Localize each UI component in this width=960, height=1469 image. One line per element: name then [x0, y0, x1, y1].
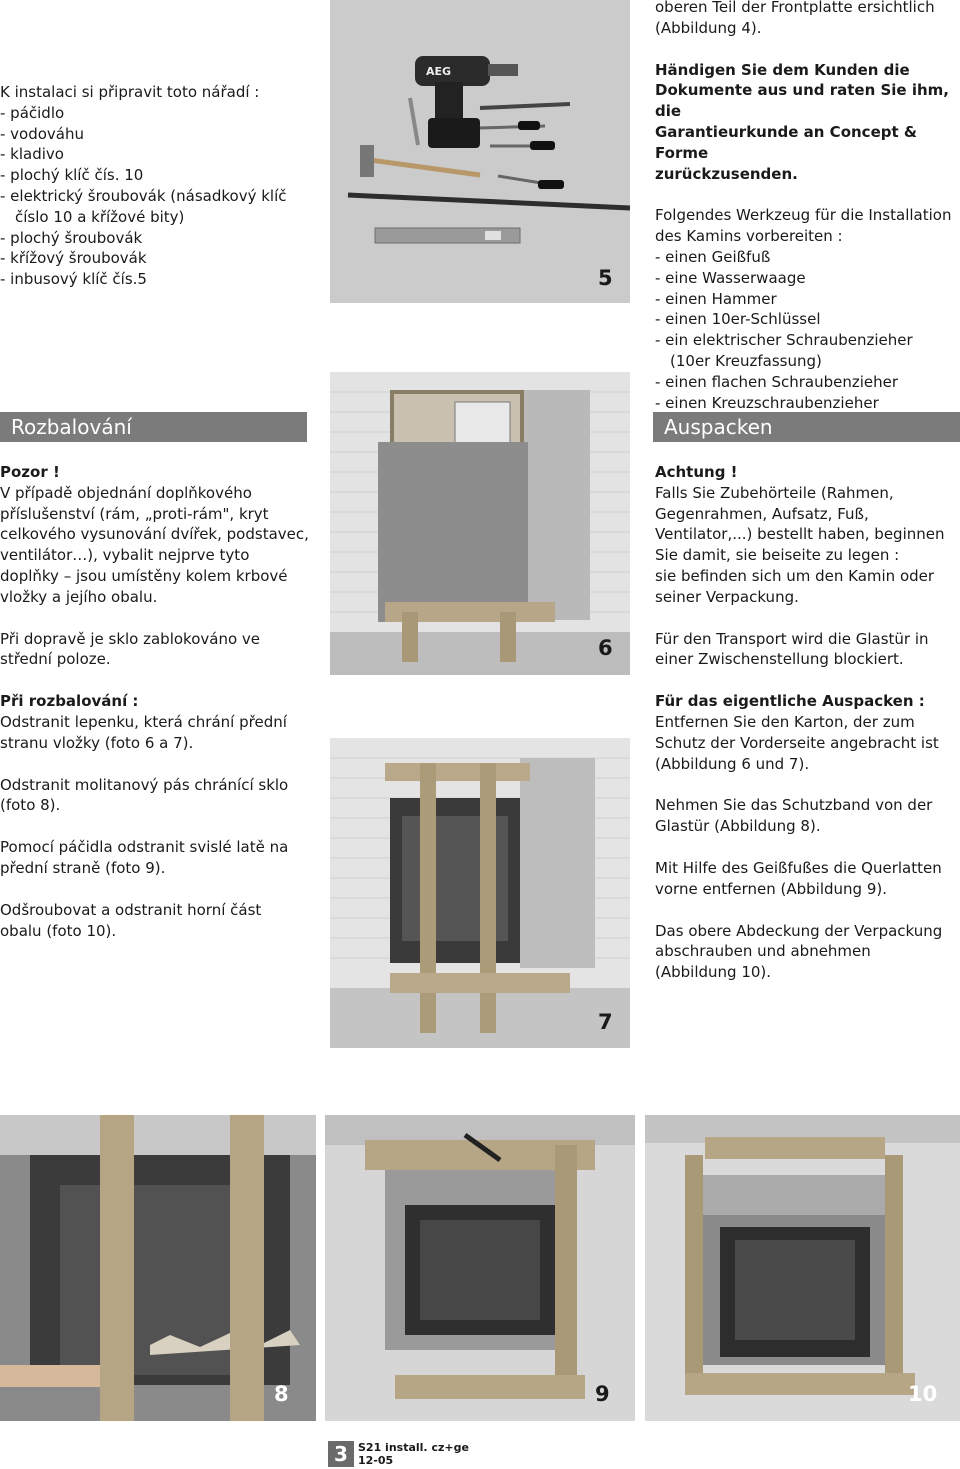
- photo-number-6: 6: [598, 636, 613, 660]
- de-text-line: vorne entfernen (Abbildung 9).: [655, 879, 887, 898]
- cz-text-line: (foto 8).: [0, 796, 61, 815]
- de-tools-list: [655, 247, 960, 413]
- de-text-line: Gegenrahmen, Aufsatz, Fuß,: [655, 504, 869, 523]
- cz-tool-item: - páčidlo: [0, 103, 65, 122]
- photo-number-9: 9: [595, 1382, 610, 1406]
- cz-text-line: stranu vložky (foto 6 a 7).: [0, 733, 194, 752]
- de-tool-item: - einen Geißfuß: [655, 247, 771, 266]
- de-bold-line: Händigen Sie dem Kunden die: [655, 60, 910, 79]
- cz-text-line: V případě objednání doplňkového: [0, 483, 252, 502]
- cz-tool-item: - elektrický šroubovák (násadkový klíč: [0, 186, 287, 205]
- de-text-line: Entfernen Sie den Karton, der zum: [655, 712, 915, 731]
- cz-tool-item: - vodováhu: [0, 124, 85, 143]
- de-tool-item: - einen Kreuzschraubenzieher: [655, 393, 879, 412]
- remove-top-illustration: [645, 1115, 960, 1421]
- cz-text-line: střední poloze.: [0, 650, 111, 669]
- footer-doc-ref: S21 install. cz+ge: [358, 1441, 469, 1454]
- cz-tool-item: - křížový šroubovák: [0, 249, 147, 268]
- cz-text-line: přední straně (foto 9).: [0, 858, 166, 877]
- cz-tool-item: - plochý šroubovák: [0, 228, 143, 247]
- cz-tool-item: číslo 10 a křížové bity): [15, 207, 185, 226]
- de-tool-item: - eine Wasserwaage: [655, 268, 806, 287]
- cz-text-line: obalu (foto 10).: [0, 921, 117, 940]
- de-top-block: [655, 0, 960, 412]
- photo-number-5: 5: [598, 266, 613, 290]
- photo-8-protective-strip: [0, 1115, 316, 1421]
- footer-date: 12-05: [358, 1454, 394, 1467]
- de-cont-line: (Abbildung 4).: [655, 18, 762, 37]
- de-bold-line: Garantieurkunde an Concept & Forme: [655, 122, 917, 162]
- page-number: 3: [328, 1441, 354, 1467]
- de-unpack-block: [655, 462, 960, 983]
- cz-text-line: Odstranit molitanový pás chránící sklo: [0, 775, 289, 794]
- photo-9-remove-slats: [325, 1115, 635, 1421]
- de-text-line: (Abbildung 6 und 7).: [655, 754, 810, 773]
- photo-5-tools: [330, 0, 630, 303]
- de-tools-intro: des Kamins vorbereiten :: [655, 227, 843, 246]
- photo-number-7: 7: [598, 1010, 613, 1034]
- de-text-line: Glastür (Abbildung 8).: [655, 817, 821, 836]
- de-tool-item: (10er Kreuzfassung): [670, 351, 822, 370]
- remove-slats-illustration: [325, 1115, 635, 1421]
- cz-text-line: příslušenství (rám, „proti-rám", kryt: [0, 504, 269, 523]
- cz-tool-item: - inbusový klíč čís.5: [0, 270, 147, 289]
- de-text-line: Ventilator,...) bestellt haben, beginnen: [655, 525, 945, 544]
- crate-cardboard-illustration: [330, 372, 630, 675]
- de-text-line: (Abbildung 10).: [655, 963, 772, 982]
- de-text-line: Nehmen Sie das Schutzband von der: [655, 796, 933, 815]
- cz-tools-intro: K instalaci si připravit toto nářadí :: [0, 83, 260, 101]
- cz-unpack-title: Při rozbalování :: [0, 692, 139, 711]
- protective-strip-illustration: [0, 1115, 316, 1421]
- cz-text-line: celkového vysunování dvířek, podstavec,: [0, 525, 309, 544]
- de-tool-item: - einen 10er-Schlüssel: [655, 310, 821, 329]
- de-text-line: abschrauben und abnehmen: [655, 942, 871, 961]
- de-bold-line: zurückzusenden.: [655, 164, 798, 183]
- de-warning-title: Achtung !: [655, 463, 738, 481]
- de-text-line: Schutz der Vorderseite angebracht ist: [655, 733, 939, 752]
- cz-tools-block: [0, 82, 320, 290]
- de-unpack-title: Für das eigentliche Auspacken :: [655, 692, 925, 711]
- de-tool-item: - ein elektrischer Schraubenzieher: [655, 331, 913, 350]
- crate-open-illustration: [330, 738, 630, 1048]
- photo-6-crate-cardboard: [330, 372, 630, 675]
- photo-7-crate-open: [330, 738, 630, 1048]
- cz-tools-list: [0, 103, 320, 290]
- de-text-line: Sie damit, sie beiseite zu legen :: [655, 546, 900, 565]
- de-text-line: Für den Transport wird die Glastür in: [655, 629, 929, 648]
- tools-illustration: [330, 0, 630, 303]
- photo-10-remove-top: [645, 1115, 960, 1421]
- de-bold-line: Dokumente aus und raten Sie ihm, die: [655, 81, 949, 121]
- photo-number-8: 8: [274, 1382, 289, 1406]
- de-text-line: Das obere Abdeckung der Verpackung: [655, 921, 943, 940]
- cz-tool-item: - kladivo: [0, 145, 64, 164]
- cz-unpack-block: [0, 462, 320, 941]
- de-text-line: sie befinden sich um den Kamin oder: [655, 566, 935, 585]
- cz-section-heading: Rozbalování: [0, 412, 307, 442]
- photo-number-10: 10: [908, 1382, 938, 1406]
- cz-tool-item: - plochý klíč čís. 10: [0, 166, 144, 185]
- de-text-line: Falls Sie Zubehörteile (Rahmen,: [655, 483, 894, 502]
- cz-text-line: Pomocí páčidla odstranit svislé latě na: [0, 838, 289, 857]
- drill-brand-label: AEG: [426, 65, 452, 78]
- cz-text-line: Odstranit lepenku, která chrání přední: [0, 712, 287, 731]
- cz-text-line: Při dopravě je sklo zablokováno ve: [0, 629, 261, 648]
- de-tool-item: - einen flachen Schraubenzieher: [655, 372, 899, 391]
- de-tools-intro: Folgendes Werkzeug für die Installation: [655, 206, 952, 225]
- de-text-line: Mit Hilfe des Geißfußes die Querlatten: [655, 858, 942, 877]
- cz-warning-title: Pozor !: [0, 463, 60, 481]
- de-tool-item: - einen Hammer: [655, 289, 777, 308]
- footer-text: [358, 1441, 469, 1467]
- de-cont-line: oberen Teil der Frontplatte ersichtlich: [655, 0, 935, 16]
- cz-text-line: Odšroubovat a odstranit horní část: [0, 900, 262, 919]
- cz-text-line: doplňky – jsou umístěny kolem krbové: [0, 566, 288, 585]
- cz-text-line: ventilátor…), vybalit nejprve tyto: [0, 546, 250, 565]
- de-text-line: einer Zwischenstellung blockiert.: [655, 650, 904, 669]
- cz-text-line: vložky a jejího obalu.: [0, 587, 158, 606]
- de-section-heading: Auspacken: [653, 412, 960, 442]
- de-text-line: seiner Verpackung.: [655, 587, 799, 606]
